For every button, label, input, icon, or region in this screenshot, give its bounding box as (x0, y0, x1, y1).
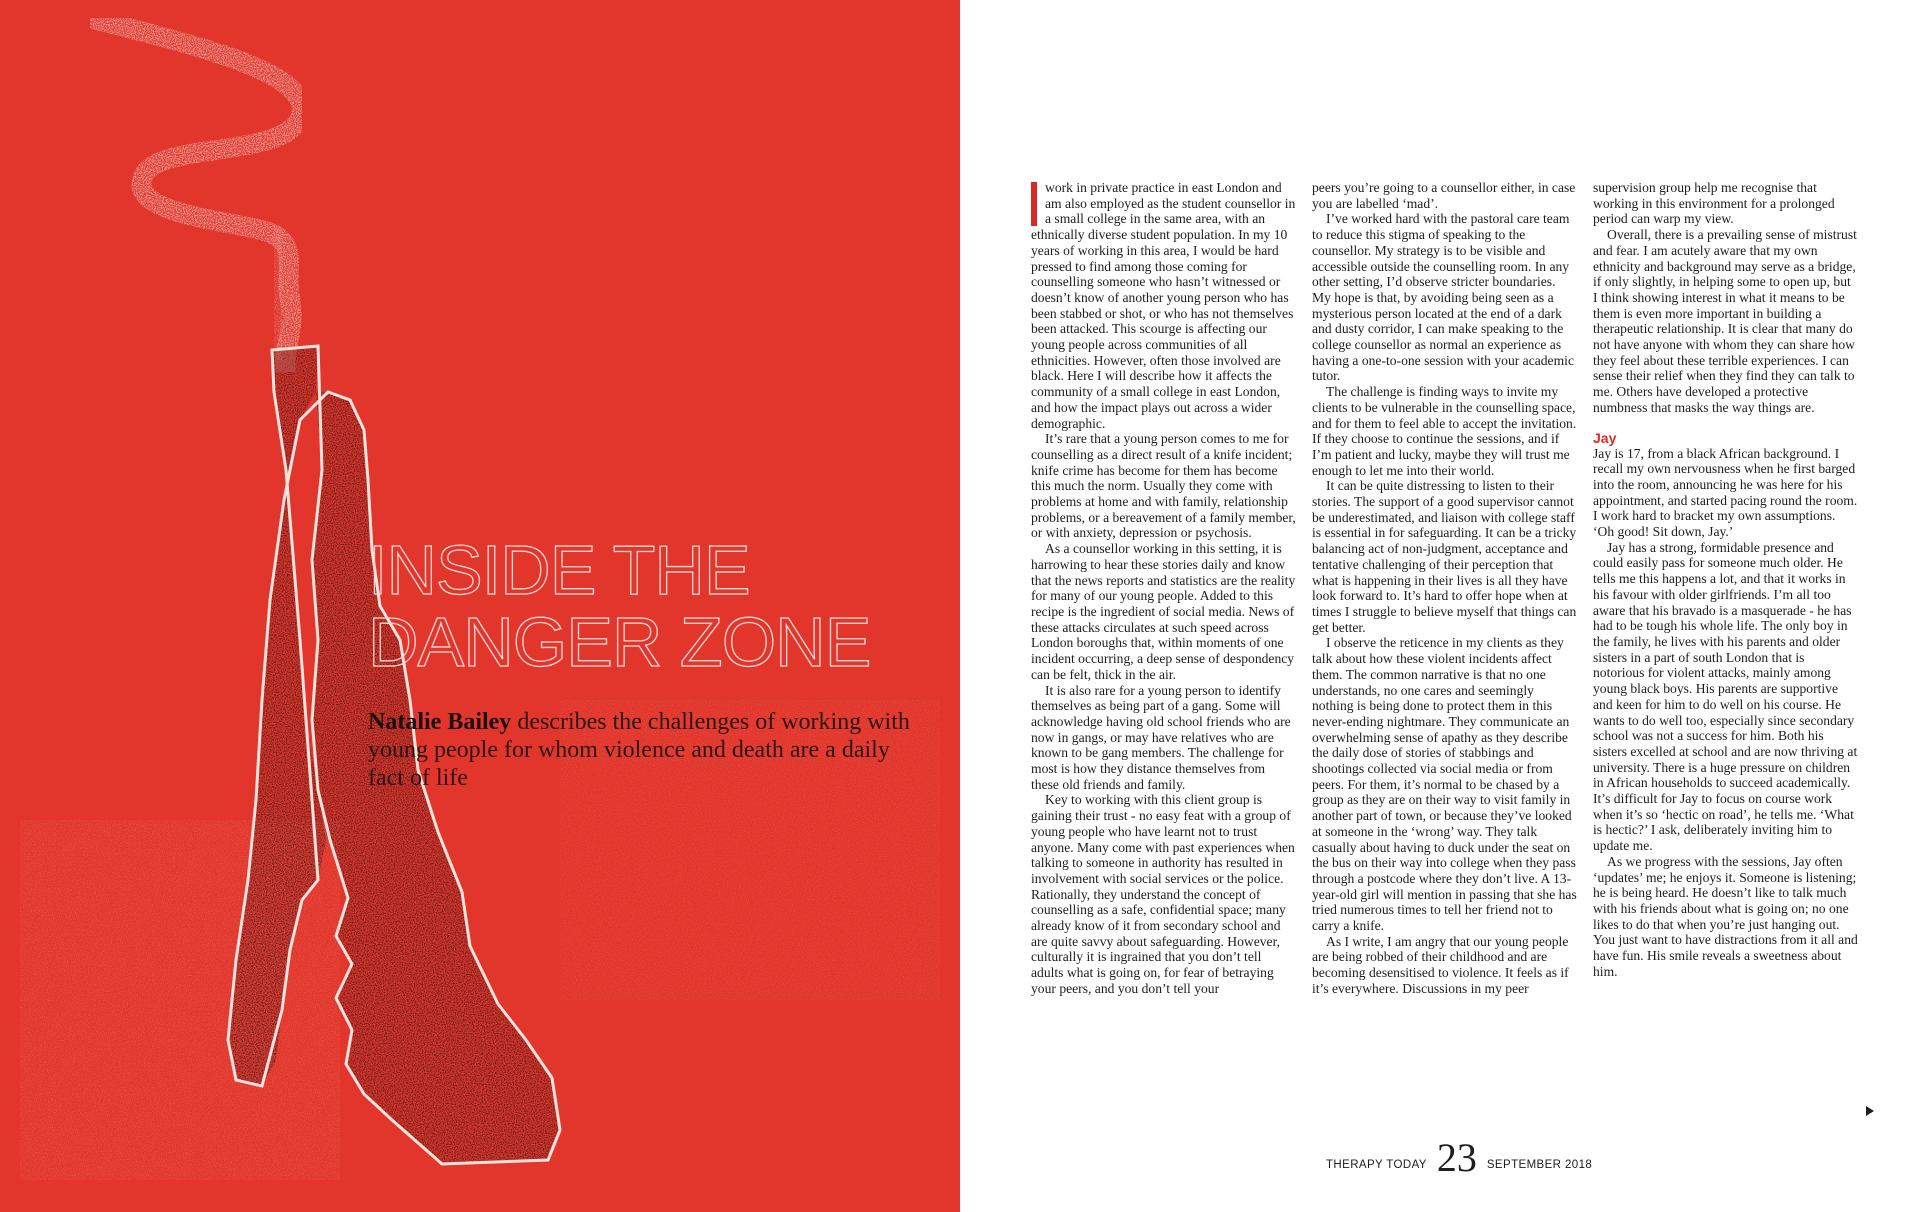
page-number: 23 (1436, 1135, 1477, 1180)
text-column-2 (1312, 180, 1577, 997)
drop-cap-bar-icon (1031, 182, 1037, 226)
paragraph: As we progress with the sessions, Jay often ‘updates’ me; he enjoys it. Someone is listening; he is being heard. He doesn’t like to talk much with his friends about what is going on; no one likes to do that when you’re just hanging out. You just want to have distractions from it all and have fun. His smile reveals a sweetness about him. (1593, 853, 1858, 979)
paragraph: Key to working with this client group is gaining their trust - no easy feat with a group of young people who have learnt not to trust anyone. Many come with past experiences when talking to someone in authority has resulted in involvement with social services or the police. Rationally, they understand the concept of counselling as a safe, confidential space; many already know of it from secondary school and are quite savvy about safeguarding. However, culturally it is ingrained that you don’t tell adults what is going on, for fear of betraying your peers, and you don’t tell your (1031, 792, 1295, 996)
magazine-name: THERAPY TODAY (1326, 1159, 1427, 1171)
standfirst-text: describes the challenges of working with young people for whom violence and death are a daily fact of life (368, 709, 910, 791)
paragraph: It is also rare for a young person to identify themselves as being part of a gang. Some will acknowledge having old school friends who are now in gangs, or may have relatives who are known to be gang members. The challenge for most is how they distance themselves from these old friends and family. (1031, 682, 1291, 792)
paragraph: I’ve worked hard with the pastoral care team to reduce this stigma of speaking to the counsellor. My strategy is to be visible and accessible outside the counselling room. In any other setting, I’d observe stricter boundaries. My hope is that, by avoiding being seen as a mysterious person located at the end of a dark and dusty corridor, I can make speaking to the college counsellor as normal an experience as having a one-to-one session with your academic tutor. (1312, 211, 1574, 384)
text-column-1 (1031, 180, 1296, 997)
issue-date: SEPTEMBER 2018 (1486, 1159, 1593, 1171)
article-columns (1031, 180, 1858, 1100)
author-name: Natalie Bailey (368, 709, 512, 735)
standfirst (368, 708, 928, 792)
page-footer (1326, 1135, 1593, 1180)
headline: INSIDE THE DANGER ZONE (368, 531, 871, 681)
section-subhead: Jay (1593, 429, 1617, 446)
paragraph: I observe the reticence in my clients as they talk about how these violent incidents affect them. The common narrative is that no one understands, no one cares and seemingly nothing is being done to protect them in this never-ending nightmare. They communicate an overwhelming sense of apathy as they describe the daily dose of stories of stabbings and shootings collected via social media or from peers. For them, it’s normal to be chased by a group as they are on their way to visit family in another part of town, or because they’ve looked at someone in the ‘wrong’ way. They talk casually about having to duck under the seat on the bus on their way into college when they pass through a postcode where they don’t live. A 13-year-old girl will mention in passing that she has tried numerous times to tell her friend not to carry a knife. (1312, 635, 1577, 934)
paragraph: It can be quite distressing to listen to their stories. The support of a good supervisor cannot be underestimated, and liaison with college staff is essential in for safeguarding. It can be a tricky balancing act of non-judgment, acceptance and tentative challenging of their perception that what is happening in their lives is all they have look forward to. It’s hard to offer hope when at times I struggle to believe myself that things can get better. (1312, 478, 1577, 635)
paragraph: As I write, I am angry that our young people are being robbed of their childhood and are becoming desensitised to violence. It feels as if it’s everywhere. Discussions in my peer (1312, 933, 1569, 996)
paragraph: As a counsellor working in this setting, it is harrowing to hear these stories daily and know that the news reports and statistics are the reality for many of our young people. Added to this recipe is the ingredient of social media. News of these attacks circulates at such speed across London boroughs that, within moments of one incident occurring, a deep sense of despondency can be felt, thick in the air. (1031, 541, 1296, 682)
paragraph: Jay has a strong, formidable presence and could easily pass for someone much older. He tells me this happens a lot, and that it works in his favour with older girlfriends. I’m all too aware that his bravado is a masquerade - he has had to be tough his whole life. The only boy in the family, he lives with his parents and older sisters in a part of south London that is notorious for violent attacks, mainly among young black boys. His parents are supportive and keen for him to do well on his course. He wants to do well too, especially since secondary school was not a success for him. Both his sisters excelled at school and are now thriving at university. There is a huge pressure on children in African households to succeed academically. It’s difficult for Jay to focus on course work when it’s so ‘hectic on road’, he tells me. ‘What is hectic?’ I ask, deliberately inviting him to update me. (1593, 539, 1858, 854)
continue-arrow-icon (1866, 1106, 1874, 1116)
text-page (960, 0, 1920, 1212)
paragraph: supervision group help me recognise that working in this environment for a prolonged period can warp my view. (1593, 180, 1835, 227)
text-column-3 (1593, 180, 1858, 979)
title-block (368, 531, 928, 792)
paragraph: Jay is 17, from a black African background. I recall my own nervousness when he first barged into the room, announcing he was here for his appointment, and started pacing round the room. I work hard to bracket my own assumptions. ‘Oh good! Sit down, Jay.’ (1593, 445, 1858, 540)
paragraph: The challenge is finding ways to invite my clients to be vulnerable in the counselling space, and for them to feel able to accept the invitation. If they choose to continue the sessions, and if I’m patient and lucky, maybe they will trust me enough to let me into their world. (1312, 384, 1577, 478)
paragraph: Overall, there is a prevailing sense of mistrust and fear. I am acutely aware that my own ethnicity and background may serve as a bridge, if only slightly, in helping some to open up, but I think showing interest in what it means to be them is even more important in building a therapeutic relationship. It is clear that many do not have anyone with whom they can share how they feel about these terrible experiences. I can sense their relief when they find they can talk to me. Others have developed a protective numbness that masks the way things are. (1593, 227, 1857, 415)
paragraph: peers you’re going to a counsellor either, in case you are labelled ‘mad’. (1312, 180, 1576, 211)
paragraph: It’s rare that a young person comes to me for counselling as a direct result of a knife incident; knife crime has become for them has become this much the norm. Usually they come with problems at home and with family, relationship problems, or a bereavement of a family member, or with anxiety, depression or psychosis. (1031, 431, 1296, 541)
paragraph: work in private practice in east London and am also employed as the student counsellor in a small college in the same area, with an ethnically diverse student population. In my 10 years of working in this area, I would be hard pressed to find among those coming for counselling someone who hasn’t witnessed or doesn’t know of another young person who has been stabbed or shot, or who has not themselves been attacked. This scourge is affecting our young people across communities of all ethnicities. However, often those involved are black. Here I will describe how it affects the community of a small college in east London, and how the impact plays out across a wider demographic. (1031, 180, 1296, 431)
